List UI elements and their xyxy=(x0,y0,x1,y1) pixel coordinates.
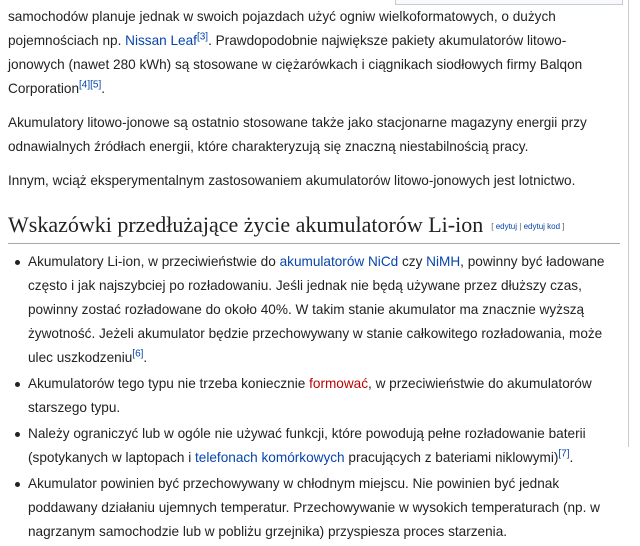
text: samochodów planuje jednak w swoich pojazdach użyć ogniw wielkoformatowych, o dużych pojemnościach np. xyxy=(8,9,556,48)
article-content xyxy=(8,5,620,546)
text: Akumulator powinien być przechowywany w chłodnym miejscu. Nie powinien być jednak poddawany działaniu ujemnych temperatur. Przechowywanie w wysokich temperaturach (np. w nagrzanym samochodzie lub w pobliżu grzejnika) przyspiesza proces starzenia. xyxy=(28,475,600,539)
text: Należy ograniczyć lub w ogóle nie używać funkcji, które powodują pełne rozładowanie baterii (spotykanych w laptopach i xyxy=(28,425,586,465)
list-item xyxy=(28,472,620,544)
section-heading xyxy=(8,211,620,244)
paragraph-stationary: Akumulatory litowo-jonowe są ostatnio stosowane także jako stacjonarne magazyny energii przy odnawialnych źródłach energii, które charakteryzują się znaczną niestabilnością pracy. xyxy=(8,115,587,154)
text: pracujących z bateriami niklowymi) xyxy=(344,449,559,465)
content-border xyxy=(628,0,629,447)
edit-source-link[interactable]: edytuj kod xyxy=(523,221,561,231)
link-mobile-phones[interactable]: telefonach komórkowych xyxy=(195,449,345,465)
reference-5[interactable]: [5] xyxy=(90,79,102,91)
text: Akumulatorów tego typu nie trzeba koniecznie xyxy=(28,375,310,391)
link-nimh[interactable]: NiMH xyxy=(426,253,461,269)
text: , powinny być ładowane często i jak najszybciej po rozładowaniu. Jeśli jednak nie będą używane przez dłuższy czas, powinny zostać rozładowane do około 40%. W takim stanie akumulator ma znacznie wyższą żywotność. Jeżeli akumulator będzie przechowywany w stanie całkowitego rozładowania, może ulec uszkodzeniu xyxy=(28,253,605,365)
link-formowac-missing[interactable]: formować xyxy=(309,375,369,391)
tips-list xyxy=(8,250,620,544)
reference-4[interactable]: [4] xyxy=(79,79,91,91)
text: , w przeciwieństwie do akumulatorów starszego typu. xyxy=(28,375,592,415)
link-nicd[interactable]: akumulatorów NiCd xyxy=(279,253,399,269)
bracket: ] xyxy=(560,221,565,231)
bracket: [ xyxy=(491,221,496,231)
paragraph-ev-usage xyxy=(8,5,620,101)
reference-7[interactable]: [7] xyxy=(558,448,570,460)
link-nissan-leaf[interactable]: Nissan Leaf xyxy=(125,33,197,48)
section-title: Wskazówki przedłużające życie akumulatorów Li-ion xyxy=(8,212,484,237)
separator: | xyxy=(517,221,524,231)
text: czy xyxy=(398,253,427,269)
text: Akumulatory Li-ion, w przeciwieństwie do xyxy=(28,253,280,269)
list-item xyxy=(28,372,620,420)
text: . xyxy=(101,81,106,96)
edit-link[interactable]: edytuj xyxy=(495,221,518,231)
text: . xyxy=(143,349,148,365)
reference-3[interactable]: [3] xyxy=(196,31,209,43)
list-item xyxy=(28,422,620,470)
text: . xyxy=(569,449,574,465)
list-item xyxy=(28,250,620,370)
text: . Prawdopodobnie największe pakiety akumulatorów litowo-jonowych (nawet 280 kWh) są stosowane w ciężarówkach i ciągnikach siodłowych firmy Balqon Corporation xyxy=(8,33,583,96)
paragraph-aviation: Innym, wciąż eksperymentalnym zastosowaniem akumulatorów litowo-jonowych jest lotnictwo. xyxy=(8,173,576,188)
reference-6[interactable]: [6] xyxy=(132,348,144,360)
edit-section-links xyxy=(491,222,564,231)
